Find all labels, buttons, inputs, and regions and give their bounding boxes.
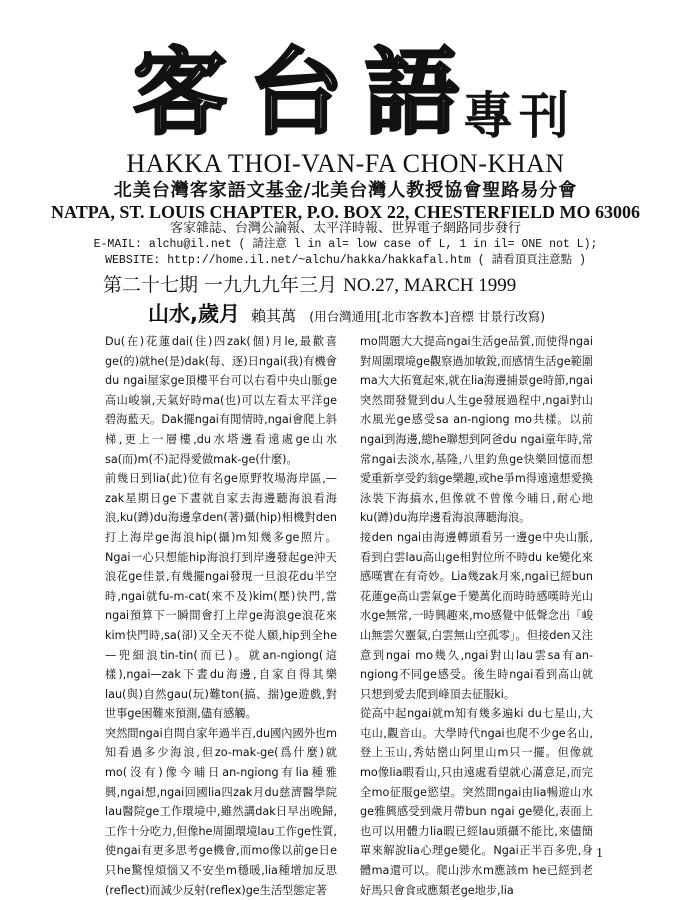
paragraph: 接den ngai由海邊轉頭看另一邊ge中央山脈,看到白雲lau高山ge相對位所不時du ke變化來感嘆實在有奇妙。Lia幾zak月來,ngai已經bun花蓮ge高山雲氣ge千變萬化而時時感嘆時光山水ge無常,一時興趣來,mo感覺中低聲念出「峻山無雲欠靈氣,白雲無山空孤零」。但接den又注意到ngai mo幾久,ngai對山lau雲sa有an-ngiong不同ge感受。後生時ngai看到高山就只想到愛去爬到峰頂去征服ki。: [360, 530, 593, 701]
masthead-title-small: 專刊: [463, 87, 575, 145]
email-line: E-MAIL: alchu@il.net ( 請注意 l in al= low case of L, 1 in il= ONE not L);: [93, 238, 598, 251]
distribution-line: 客家雜誌、台灣公論報、太平洋時報、世界電子網路同步發行: [169, 221, 521, 236]
page-number: 1: [596, 846, 603, 861]
address-line: NATPA, ST. LOUIS CHAPTER, P.O. BOX 22, CHESTERFIELD MO 63006: [51, 202, 640, 222]
body-column-right: [360, 332, 593, 900]
issue-chinese: 第二十七期 一九九九年三月: [103, 274, 338, 296]
article-title: 山水,歲月: [148, 302, 240, 326]
issue-english: NO.27, MARCH 1999: [343, 275, 517, 296]
masthead-title-large: 客台語: [133, 39, 482, 148]
masthead: [133, 39, 653, 148]
publisher-line: 北美台灣客家語文基金/北美台灣人教授協會聖路易分會: [113, 180, 578, 201]
paragraph: 前幾日到lia(此)位有名ge原野牧場海岸區,—zak星期日ge下晝就自家去海邊聽海浪看海浪,ku(蹲)du海邊拿den(著)攝(hip)相機對den打上海岸ge海浪hip(攝)m知幾多ge照片。Ngai一心只想能hip海浪打到岸邊發起ge沖天浪花ge佳景,有幾擺ngai發現一旦浪花du半空時,ngai就fu-m-cat(來不及)kim(壓)快門,當ngai預算下一瞬間會打上岸ge海浪ge浪花來kim快門時,sa(卻)又全天不從人願,hip到全he—兜細浪tin-tin(而已)。就an-ngiong(這樣),ngai—zak下晝du海邊,自家自得其樂lau(與)自然gau(玩)難ton(搞、揣)ge遊戲,對世事ge困難來預測,儘有感觸。: [105, 472, 337, 721]
romanized-title: HAKKA THOI-VAN-FA CHON-KHAN: [126, 149, 565, 178]
website-line: WEBSITE: http://home.il.net/~alchu/hakka/hakkafal.htm ( 請看頂頁注意點 ): [105, 254, 586, 267]
article-author: 賴其萬: [251, 307, 297, 325]
body-column-left: [105, 332, 337, 900]
paragraph: mo問題大大提高ngai生活ge品質,而使得ngai對周圍環境ge觀察過加敏銳,而感情生活ge範圍ma大大拓寬起來,就在lia海邊捕景ge時節,ngai突然間發覺到du人生ge發展過程中,ngai對山水風光ge感受sa an-ngiong mo共樣。以前ngai到海邊,總he聯想到阿爸du ngai童年時,常常ngai去淡水,基隆,八里釣魚ge快樂回憶而想愛重新享受釣翁ge樂趣,或he爭m得遠遠想愛換泳裝下海搞水,但像就不曾像今晡日,耐心地ku(蹲)du海岸邊看海浪薄聽海浪。: [360, 335, 593, 525]
paragraph: 突然間ngai自問自家年過半百,du國內國外也m知看過多少海浪,但zo-mak-ge(爲什麼)就mo(沒有)像今晡日an-ngiong有lia種雅興,ngai想,ngai回國lia四zak月du慈濟醫學院lau醫院ge工作環境中,雖然講dak日早出晚歸,工作十分吃力,但像he周圍環境lau工作ge性質,使ngai有更多思考ge機會,而mo像以前ge日e只he驚惶煩惱又不安坐m穩暖,lia種增加反思(reflect)而減少反射(reflex)ge生活型態定著: [105, 726, 337, 897]
paragraph: Du(在)花蓮dai(住)四zak(個)月le,最歡喜ge(的)就he(是)dak(每、逐)日ngai(我)有機會du ngai屋家ge頂樓平台可以右看中央山脈ge高山峻嶺,天氣好時ma(也)可以左看太平洋ge碧海藍天。Dak擺ngai有閒情時,ngai會爬上斜梯,更上一層樓,du水塔邊看遠處ge山水sa(而)m(不)記得愛做mak-ge(什麼)。: [105, 335, 337, 466]
article-note: (用台灣通用[北市客教本]音標 甘景行改寫): [309, 309, 546, 324]
paragraph: 從高中起ngai就m知有幾多遍ki du七星山,大屯山,觀音山。大學時代ngai也爬不少ge名山,登上玉山,秀姑巒山阿里山m只一擺。但像就mo像lia暇看山,只由遠處看望就心滿意足,而完全mo征服ge慾望。突然間ngai由lia暢遊山水ge雅興感受到歲月帶bun ngai ge變化,表面上也可以用體力lia暇已經lau頭攝不能比,來儘簡單來解說lia心理ge變化。Ngai正半百多兜,身體ma還可以。爬山涉水m應該m he已經到老好馬只會食或應類老ge地步,lia: [360, 707, 593, 897]
article-heading: [148, 300, 545, 331]
issue-line: [103, 272, 516, 299]
